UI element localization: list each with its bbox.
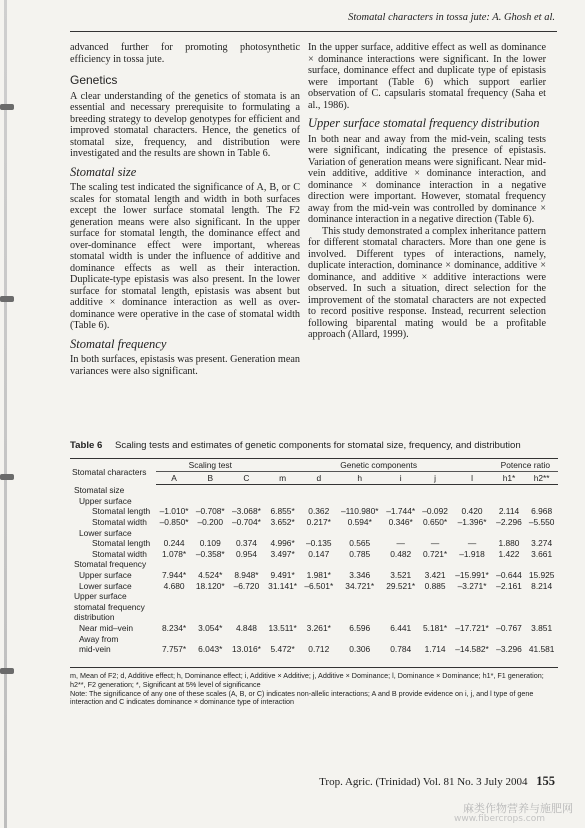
- row-label: Near mid–vein: [79, 623, 133, 634]
- table-cell: [419, 559, 452, 570]
- table-cell: [383, 496, 419, 507]
- table-cell: 5.472*: [270, 644, 295, 655]
- table-cell: 6.968: [531, 506, 553, 517]
- table-cell: [192, 602, 228, 613]
- table-cell: —: [396, 538, 405, 549]
- paragraph: In both surfaces, epistasis was present. Generation mean variances were also significant.: [70, 354, 300, 377]
- table-row: [70, 633, 558, 644]
- column-header: h1*: [493, 472, 526, 485]
- table-cell: [156, 559, 192, 570]
- table-cell: 29.521*: [386, 580, 416, 591]
- table-body: [70, 485, 558, 655]
- table-cell: [228, 496, 264, 507]
- table-cell: 9.491*: [270, 570, 295, 581]
- table-cell: –3.296: [496, 644, 522, 655]
- table-cell: [301, 559, 337, 570]
- table-cell: [525, 559, 558, 570]
- table-cell: [301, 612, 337, 623]
- table-row: [70, 591, 558, 602]
- table-cell: [265, 559, 301, 570]
- table-cell: –0.644: [496, 570, 522, 581]
- table-cell: 0.374: [235, 538, 257, 549]
- journal-citation: Trop. Agric. (Trinidad) Vol. 81 No. 3 July 2004: [319, 776, 528, 788]
- column-header: A: [156, 472, 192, 485]
- column-header-characters: Stomatal characters: [72, 466, 147, 477]
- table-cell: 34.721*: [345, 580, 375, 591]
- table-cell: 0.306: [349, 644, 371, 655]
- table-cell: [451, 633, 492, 644]
- table-cell: 6.596: [349, 623, 371, 634]
- table-cell: [493, 496, 526, 507]
- table-row: [70, 623, 558, 634]
- table-cell: 5.181*: [422, 623, 448, 634]
- table-cell: [301, 633, 337, 644]
- table-cell: [525, 633, 558, 644]
- table-cell: [228, 612, 264, 623]
- table-cell: [383, 485, 419, 496]
- table-row: [70, 517, 558, 528]
- left-column: [70, 42, 300, 377]
- table-cell: 3.261*: [306, 623, 331, 634]
- table-cell: [451, 496, 492, 507]
- table-cell: [228, 591, 264, 602]
- table-cell: –1.010*: [159, 506, 189, 517]
- table-cell: [419, 527, 452, 538]
- table-cell: 3.661: [531, 548, 553, 559]
- table-cell: [156, 527, 192, 538]
- table-cell: 0.954: [235, 548, 257, 559]
- table-label: Table 6: [70, 440, 103, 451]
- table-cell: [337, 485, 383, 496]
- table-cell: 1.422: [498, 548, 520, 559]
- paragraph: In the upper surface, additive effect as well as dominance × dominance interactions were significant. In the lower surface, dominance effect and duplicate type of epistasis were important (Table 6) which support earlier observation of C. capsularis stomatal frequency (Saha et al., 1986).: [308, 42, 546, 111]
- table-cell: [301, 485, 337, 496]
- table-note: Note: The significance of any one of these scales (A, B, or C) indicates non-allelic interactions; A and B provide evidence on i, j, and l type of gene interaction and C indicates dominance × dominance type of interaction: [70, 688, 534, 707]
- table-cell: [301, 527, 337, 538]
- table-cell: [493, 602, 526, 613]
- table-cell: 0.147: [308, 548, 330, 559]
- table-cell: [525, 485, 558, 496]
- binder-hole: [0, 668, 14, 674]
- table-cell: [301, 496, 337, 507]
- table-cell: 2.114: [498, 506, 520, 517]
- table-cell: [337, 527, 383, 538]
- table-cell: —: [467, 538, 477, 549]
- paragraph: This study demonstrated a complex inheritance pattern for different stomatal characters. More than one gene is involved. Different types of interactions, namely, duplicate interaction, dominance × dominance, additive × dominance, and additive × additive interactions were observed. In such a situation, direct selection for the improvement of the stomatal characters are not expected to record positive response. Instead, recurrent selection following biparental mating would be a profitable approach (Allard, 1999).: [308, 225, 546, 340]
- table-cell: 3.497*: [270, 548, 295, 559]
- table-cell: 3.421: [424, 570, 446, 581]
- table-cell: [383, 559, 419, 570]
- table-cell: 0.362: [308, 506, 330, 517]
- table-cell: 0.650*: [422, 517, 448, 528]
- group-header-genetic: Genetic components: [265, 459, 493, 472]
- page-number: 155: [536, 774, 555, 788]
- table-cell: [451, 559, 492, 570]
- table-cell: –6.501*: [304, 580, 334, 591]
- table-cell: [156, 485, 192, 496]
- table-cell: [419, 633, 452, 644]
- row-label: Lower surface: [79, 527, 132, 538]
- binder-hole: [0, 104, 14, 110]
- table-cell: [228, 559, 264, 570]
- table-cell: [192, 496, 228, 507]
- table-cell: –110.980*: [340, 506, 379, 517]
- table-cell: [493, 591, 526, 602]
- table-cell: –2.296: [496, 517, 522, 528]
- table-cell: [493, 527, 526, 538]
- table-cell: [265, 602, 301, 613]
- table-cell: [451, 612, 492, 623]
- binder-hole: [0, 474, 14, 480]
- table-cell: [265, 527, 301, 538]
- table-cell: [383, 612, 419, 623]
- table-caption: [70, 440, 560, 451]
- table-cell: [419, 591, 452, 602]
- table-cell: 1.714: [424, 644, 446, 655]
- row-label: Stomatal length: [92, 506, 151, 517]
- table-cell: [383, 527, 419, 538]
- row-label: Upper surface: [74, 591, 127, 602]
- table-cell: [383, 602, 419, 613]
- table-cell: –17.721*: [455, 623, 489, 634]
- table-cell: [337, 496, 383, 507]
- row-label: Stomatal width: [92, 517, 147, 528]
- table-cell: –3.271*: [457, 580, 487, 591]
- table-cell: 7.944*: [161, 570, 187, 581]
- column-header: l: [451, 472, 492, 485]
- table-cell: [525, 527, 558, 538]
- table-cell: –0.767: [496, 623, 522, 634]
- table-cell: –0.200: [197, 517, 224, 528]
- row-label: Away from: [79, 633, 119, 644]
- table-cell: 0.217*: [306, 517, 331, 528]
- table-row: [70, 506, 558, 517]
- table-cell: [192, 527, 228, 538]
- column-header: m: [265, 472, 301, 485]
- table-cell: [337, 591, 383, 602]
- table-row: [70, 644, 558, 655]
- table-cell: –15.991*: [455, 570, 489, 581]
- table-row: [70, 527, 558, 538]
- table-cell: –0.704*: [231, 517, 261, 528]
- row-label: Stomatal length: [92, 538, 151, 549]
- table-cell: 4.996*: [270, 538, 295, 549]
- table-cell: 3.652*: [270, 517, 295, 528]
- row-label: Upper surface: [79, 570, 132, 581]
- table-cell: [265, 485, 301, 496]
- table-cell: –1.918: [459, 548, 485, 559]
- table-cell: 6.855*: [270, 506, 295, 517]
- table-cell: [192, 559, 228, 570]
- paragraph: A clear understanding of the genetics of stomata is an essential and necessary prerequisite to formulating a breeding strategy to develop genotypes for efficient and improved stomatal characters. Hence, the genetics of stomatal size, frequency, and distribution were investigated and the results are shown in Table 6.: [70, 90, 300, 159]
- paragraph: advanced further for promoting photosynthetic efficiency in tossa jute.: [70, 42, 300, 65]
- column-header: h: [337, 472, 383, 485]
- table-cell: 0.785: [349, 548, 371, 559]
- table-cell: 1.078*: [161, 548, 187, 559]
- table-cell: [493, 633, 526, 644]
- table-cell: 3.274: [531, 538, 553, 549]
- table-cell: [228, 602, 264, 613]
- table-cell: –0.708*: [195, 506, 225, 517]
- table-row: [70, 602, 558, 613]
- row-label: stomatal frequency: [74, 601, 145, 612]
- table-cell: 8.214: [531, 580, 553, 591]
- table-row: [70, 570, 558, 581]
- table-cell: 18.120*: [195, 580, 225, 591]
- row-label: Lower surface: [79, 580, 132, 591]
- table-cell: 8.234*: [161, 623, 187, 634]
- table-cell: 4.680: [163, 580, 185, 591]
- table-cell: –5.550: [528, 517, 555, 528]
- column-header: C: [228, 472, 264, 485]
- table-cell: [451, 527, 492, 538]
- table-cell: 13.511*: [268, 623, 297, 634]
- table-cell: [265, 633, 301, 644]
- table-row: [70, 549, 558, 560]
- section-heading-genetics: Genetics: [70, 73, 118, 87]
- table-cell: [156, 633, 192, 644]
- table-cell: [337, 602, 383, 613]
- table-cell: [419, 496, 452, 507]
- table-cell: 3.054*: [198, 623, 223, 634]
- table-cell: 0.244: [163, 538, 185, 549]
- page-binding-edge: [4, 0, 7, 828]
- table-cell: [228, 485, 264, 496]
- subheading-stomatal-frequency: Stomatal frequency: [70, 336, 167, 351]
- table-cell: 0.346*: [388, 517, 413, 528]
- table-cell: –14.582*: [455, 644, 489, 655]
- table-row: [70, 485, 558, 496]
- table-caption-text: Scaling tests and estimates of genetic components for stomatal size, frequency, and distribution: [115, 440, 521, 451]
- table-6: [70, 458, 558, 668]
- row-label: Upper surface: [79, 495, 132, 506]
- table-row: [70, 612, 558, 623]
- table-cell: [301, 602, 337, 613]
- table-cell: –1.744*: [386, 506, 416, 517]
- row-label: distribution: [74, 612, 115, 623]
- table-cell: –0.358*: [195, 548, 225, 559]
- subheading-stomatal-size: Stomatal size: [70, 164, 137, 179]
- table-cell: 15.925: [528, 570, 555, 581]
- table-cell: [265, 496, 301, 507]
- table-cell: [228, 527, 264, 538]
- subheading-upper-surface-distribution: Upper surface stomatal frequency distribution: [308, 116, 540, 130]
- data-table: [70, 459, 558, 655]
- table-cell: —: [430, 538, 440, 549]
- table-cell: 13.016*: [231, 644, 261, 655]
- table-cell: [337, 612, 383, 623]
- table-cell: [493, 485, 526, 496]
- paragraph: The scaling test indicated the significance of A, B, or C scales for stomatal length and width in both surfaces except the lower surface stomatal length. The F2 generation means were also significant. In the upper surface for stomatal length, the dominance effect and over-dominance effect were important, whereas stomatal width is under the influence of additive and dominance effects as well as their interaction. Duplicate-type epistasis was also present. In the lower surface for stomatal length, epistasis was absent but additive × dominance interaction as well as over-dominance were operative in the case of stomatal width (Table 6).: [70, 182, 300, 331]
- table-cell: 8.948*: [234, 570, 259, 581]
- table-cell: [337, 633, 383, 644]
- table-cell: 0.109: [199, 538, 221, 549]
- group-header-potence: Potence ratio: [493, 459, 558, 472]
- table-cell: –6.720: [233, 580, 260, 591]
- table-cell: –2.161: [496, 580, 522, 591]
- table-cell: 3.851: [531, 623, 553, 634]
- table-cell: [156, 591, 192, 602]
- table-cell: 4.524*: [198, 570, 223, 581]
- table-cell: [451, 485, 492, 496]
- column-header: j: [419, 472, 452, 485]
- table-cell: 3.521: [390, 570, 412, 581]
- table-cell: –0.850*: [159, 517, 189, 528]
- watermark: 麻类作物营养与施肥网: [463, 802, 573, 815]
- row-label: Stomatal size: [74, 485, 125, 496]
- table-cell: [192, 485, 228, 496]
- column-header: i: [383, 472, 419, 485]
- table-cell: [493, 559, 526, 570]
- table-cell: 0.482: [390, 548, 412, 559]
- table-row: [70, 559, 558, 570]
- row-label: mid-vein: [79, 644, 111, 655]
- right-column: [308, 42, 546, 341]
- row-label: Stomatal frequency: [74, 559, 147, 570]
- table-cell: [525, 612, 558, 623]
- table-cell: –3.068*: [231, 506, 261, 517]
- table-cell: 6.043*: [198, 644, 223, 655]
- table-cell: [156, 496, 192, 507]
- table-cell: 0.420: [461, 506, 483, 517]
- table-cell: [192, 612, 228, 623]
- table-cell: [383, 633, 419, 644]
- table-cell: [192, 633, 228, 644]
- binder-hole: [0, 296, 14, 302]
- table-notes: [70, 672, 555, 707]
- table-cell: [265, 612, 301, 623]
- row-label: Stomatal width: [92, 548, 147, 559]
- table-cell: [493, 612, 526, 623]
- column-header: h2**: [525, 472, 558, 485]
- table-cell: –1.396*: [457, 517, 487, 528]
- table-cell: 0.594*: [347, 517, 372, 528]
- table-cell: 0.712: [308, 644, 330, 655]
- group-header-scaling: Scaling test: [156, 459, 265, 472]
- table-cell: [301, 591, 337, 602]
- table-cell: [228, 633, 264, 644]
- table-row: [70, 496, 558, 507]
- table-cell: 3.346: [349, 570, 371, 581]
- page-footer: [319, 774, 555, 789]
- running-head: Stomatal characters in tossa jute: A. Ghosh et al.: [348, 12, 555, 23]
- table-cell: [156, 602, 192, 613]
- table-cell: 1.880: [498, 538, 520, 549]
- table-cell: 0.721*: [422, 548, 448, 559]
- table-cell: 0.565: [349, 538, 371, 549]
- table-cell: [525, 591, 558, 602]
- table-cell: [451, 591, 492, 602]
- table-cell: 0.784: [390, 644, 412, 655]
- table-cell: 41.581: [528, 644, 555, 655]
- table-cell: [156, 612, 192, 623]
- watermark-url: www.fibercrops.com: [454, 814, 545, 824]
- table-cell: [451, 602, 492, 613]
- table-footnote: m, Mean of F2; d, Additive effect; h, Dominance effect; i, Additive × Additive; j, Additive × Dominance; l, Dominance × Dominance; h1*, F1 generation; h2**, F2 generation; *, Significant at 5% level of significance: [70, 671, 544, 689]
- table-cell: [337, 559, 383, 570]
- table-cell: 0.885: [424, 580, 446, 591]
- column-header: B: [192, 472, 228, 485]
- table-cell: [419, 612, 452, 623]
- table-cell: 1.981*: [306, 570, 331, 581]
- table-cell: 4.848: [235, 623, 257, 634]
- table-row: [70, 580, 558, 591]
- table-cell: 6.441: [390, 623, 412, 634]
- table-cell: [525, 496, 558, 507]
- table-cell: [419, 602, 452, 613]
- table-cell: 31.141*: [268, 580, 298, 591]
- table-row: [70, 538, 558, 549]
- column-header: d: [301, 472, 337, 485]
- paragraph: In both near and away from the mid-vein, scaling tests were significant, indicating the presence of epistasis. Variation of generation means were significant. Near mid-vein additive, additive × dominance interaction, and dominance × dominance interaction in a negative direction were important. However, stomatal frequency away from the mid-vein was controlled by dominance × dominance interaction in a negative direction (Table 6).: [308, 133, 546, 225]
- table-cell: 7.757*: [161, 644, 187, 655]
- header-rule: [70, 31, 557, 32]
- table-cell: [383, 591, 419, 602]
- table-cell: [419, 485, 452, 496]
- table-cell: [192, 591, 228, 602]
- table-cell: –0.092: [422, 506, 448, 517]
- table-cell: [265, 591, 301, 602]
- table-cell: [525, 602, 558, 613]
- table-cell: –0.135: [305, 538, 332, 549]
